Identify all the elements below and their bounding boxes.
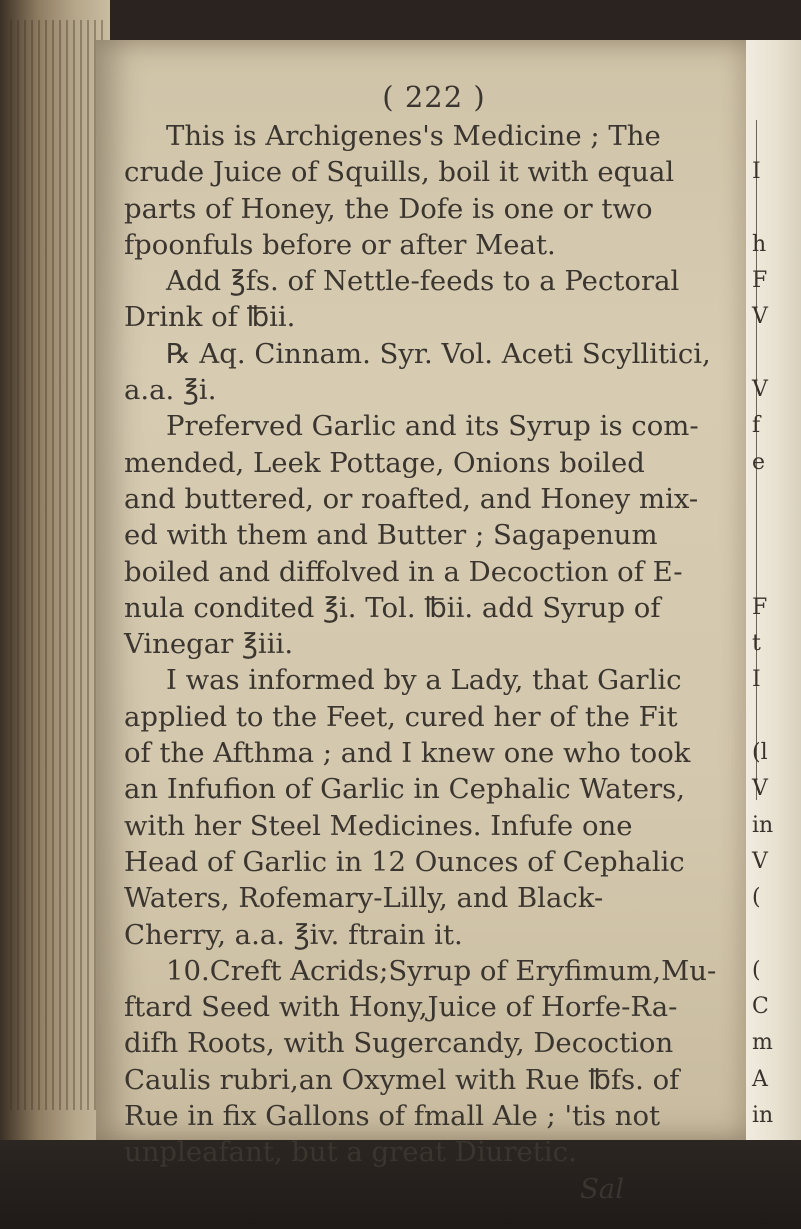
edge-letter: f [752, 413, 761, 439]
text-line: fpoonfuls before or after Meat. [124, 228, 556, 261]
text-line: nula condited ℥i. Tol. ℔ii. add Syrup of [124, 591, 661, 624]
edge-letter [746, 554, 801, 590]
text-line: Caulis rubri,an Oxymel with Rue ℔fs. of [124, 1063, 680, 1096]
edge-letter: V [752, 776, 768, 802]
text-line: ftard Seed with Hony,Juice of Horfe-Ra- [124, 991, 678, 1024]
edge-letter [746, 699, 801, 735]
text-line: Drink of ℔ii. [124, 301, 296, 334]
text-line: Add ℥fs. of Nettle-feeds to a Pectoral [166, 265, 680, 298]
text-line: a.a. ℥i. [124, 374, 217, 407]
text-line: This is Archigenes's Medicine ; The [166, 120, 661, 152]
edge-letter: F [752, 594, 768, 620]
edge-letter: V [752, 304, 768, 330]
page-number: ( 222 ) [382, 80, 486, 114]
edge-letter [746, 481, 801, 517]
text-line: ℞ Aq. Cinnam. Syr. Vol. Aceti Scyllitici, [166, 337, 711, 370]
edge-letter: t [752, 631, 761, 657]
page-text [124, 80, 744, 1207]
edge-letter: F [752, 268, 768, 294]
text-line: ed with them and Butter ; Sagapenum [124, 519, 658, 552]
text-line: crude Juice of Squills, boil it with equal [124, 156, 675, 189]
edge-letter: V [752, 848, 768, 874]
text-line: an Infufion of Garlic in Cephalic Waters, [124, 773, 685, 806]
text-line: applied to the Feet, cured her of the Fit [124, 700, 678, 733]
edge-letter [746, 118, 801, 154]
edge-letter: A [752, 1066, 768, 1092]
edge-letter: (l [752, 740, 768, 766]
edge-letter: h [752, 231, 767, 257]
edge-letter: V [752, 377, 768, 403]
text-line: Head of Garlic in 12 Ounces of Cephalic [124, 845, 685, 878]
text-line: difh Roots, with Sugercandy, Decoction [124, 1027, 674, 1060]
text-line: boiled and diffolved in a Decoction of E- [124, 555, 683, 588]
text-line: 10.Creft Acrids;Syrup of Eryfimum,Mu- [166, 954, 717, 987]
text-line: and buttered, or roafted, and Honey mix- [124, 482, 699, 515]
edge-letter: in [752, 1103, 774, 1129]
edge-letter: ( [752, 885, 761, 911]
text-line: Preferved Garlic and its Syrup is com- [166, 410, 699, 443]
text-line: parts of Honey, the Dofe is one or two [124, 192, 653, 225]
edge-letter [746, 917, 801, 953]
text-line: mended, Leek Pottage, Onions boiled [124, 446, 645, 479]
edge-letter [746, 191, 801, 227]
edge-letter [746, 336, 801, 372]
edge-letter [746, 517, 801, 553]
facing-page-left [0, 0, 110, 1140]
text-line: I was informed by a Lady, that Garlic [166, 664, 682, 697]
text-line: Waters, Rofemary-Lilly, and Black- [124, 882, 604, 915]
text-line: with her Steel Medicines. Infufe one [124, 809, 633, 842]
text-line: Rue in fix Gallons of fmall Ale ; 'tis not [124, 1100, 661, 1133]
text-line: of the Afthma ; and I knew one who took [124, 737, 691, 770]
edge-letter: in [752, 812, 774, 838]
text-line: unpleafant, but a great Diuretic. [124, 1136, 577, 1169]
edge-letter: I [752, 667, 761, 693]
text-line: Vinegar ℥iii. [124, 628, 294, 661]
edge-letter: e [752, 449, 766, 475]
edge-letter: m [752, 1030, 773, 1056]
edge-letter: I [752, 159, 761, 185]
edge-letter: ( [752, 957, 761, 983]
text-line: Cherry, a.a. ℥iv. ftrain it. [124, 918, 463, 951]
edge-letter: C [752, 994, 769, 1020]
catchword: Sal [579, 1172, 624, 1205]
